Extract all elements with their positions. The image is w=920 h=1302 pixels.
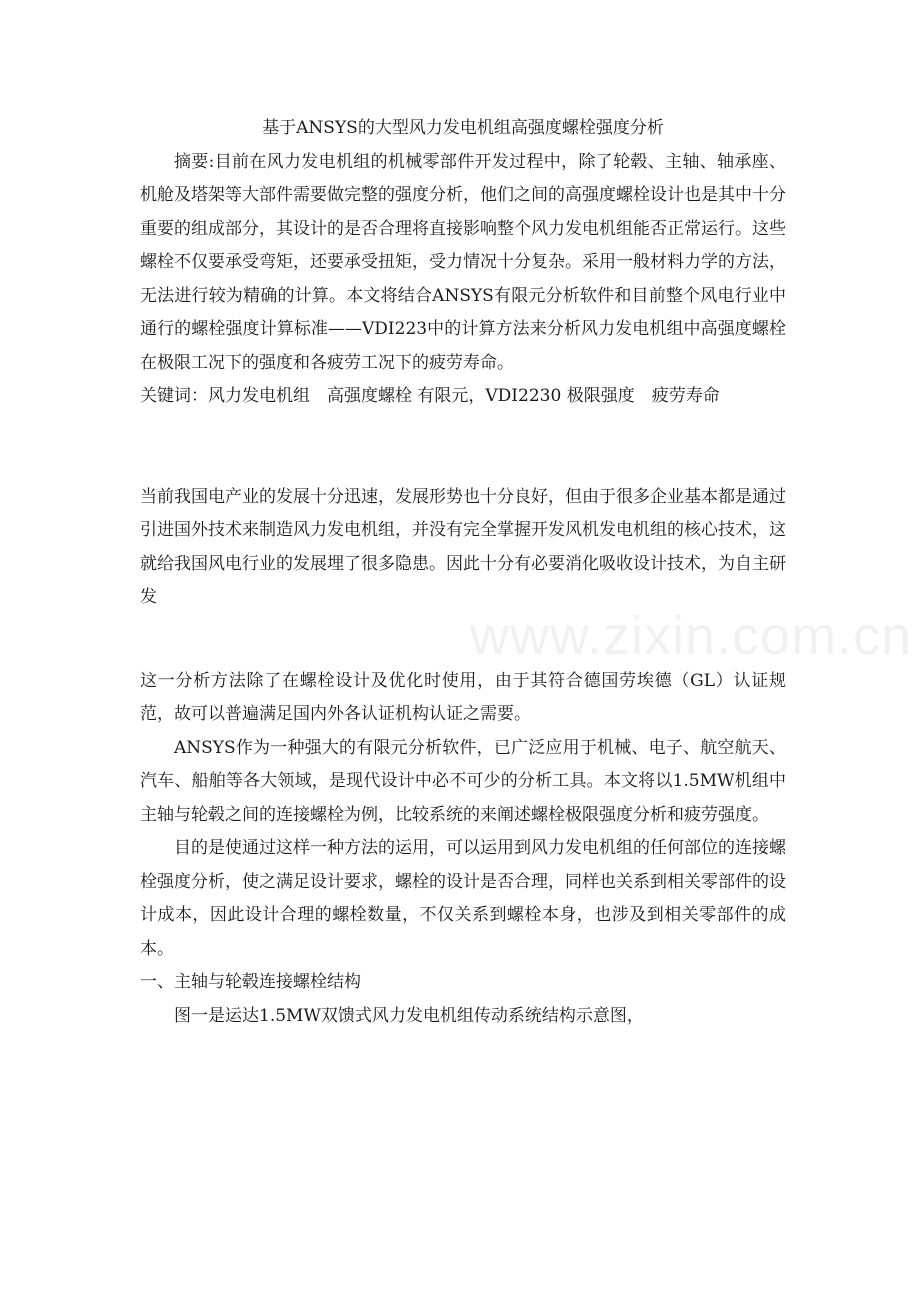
keywords-line: 关键词：风力发电机组 高强度螺栓 有限元，VDI2230 极限强度 疲劳寿命: [140, 386, 720, 406]
body-paragraph: 这一分析方法除了在螺栓设计及优化时使用，由于其符合德国劳埃德（GL）认证规范，故可以普遍满足国内外各认证机构认证之需要。: [140, 670, 786, 724]
abstract-paragraph: 摘要:目前在风力发电机组的机械零部件开发过程中，除了轮毂、主轴、轴承座、机舱及塔架等大部件需要做完整的强度分析，他们之间的高强度螺栓设计也是其中十分重要的组成部分，其设计的是否合理将直接影响整个风力发电机组能否正常运行。这些螺栓不仅要承受弯矩，还要承受扭矩，受力情况十分复杂。采用一般材料力学的方法，无法进行较为精确的计算。本文将结合ANSYS有限元分析软件和目前整个风电行业中通行的螺栓强度计算标准——VDI223中的计算方法来分析风力发电机组中高强度螺栓在极限工况下的强度和各疲劳工况下的疲劳寿命。: [140, 151, 786, 373]
spacer: [140, 615, 786, 665]
document-title: 基于ANSYS的大型风力发电机组高强度螺栓强度分析: [262, 118, 664, 138]
body-paragraph: 目的是使通过这样一种方法的运用，可以运用到风力发电机组的任何部位的连接螺栓强度分析，使之满足设计要求，螺栓的设计是否合理，同样也关系到相关零部件的设计成本，因此设计合理的螺栓数量，不仅关系到螺栓本身，也涉及到相关零部件的成本。: [140, 838, 786, 959]
watermark: www.zixin.com.cn: [470, 606, 913, 666]
body-paragraph: ANSYS作为一种强大的有限元分析软件，已广泛应用于机械、电子、航空航天、汽车、船舶等各大领域，是现代设计中必不可少的分析工具。本文将以1.5MW机组中主轴与轮毂之间的连接螺栓为例，比较系统的来阐述螺栓极限强度分析和疲劳强度。: [140, 737, 786, 825]
spacer: [140, 414, 786, 481]
document-body: [140, 112, 786, 1033]
body-paragraph: 当前我国电产业的发展十分迅速，发展形势也十分良好，但由于很多企业基本都是通过引进国外技术来制造风力发电机组，并没有完全掌握开发风机发电机组的核心技术，这就给我国风电行业的发展埋了很多隐患。因此十分有必要消化吸收设计技术，为自主研发: [140, 486, 786, 607]
body-paragraph: 图一是运达1.5MW双馈式风力发电机组传动系统结构示意图，: [174, 1005, 644, 1026]
section-heading: 一、主轴与轮毂连接螺栓结构: [140, 972, 361, 992]
